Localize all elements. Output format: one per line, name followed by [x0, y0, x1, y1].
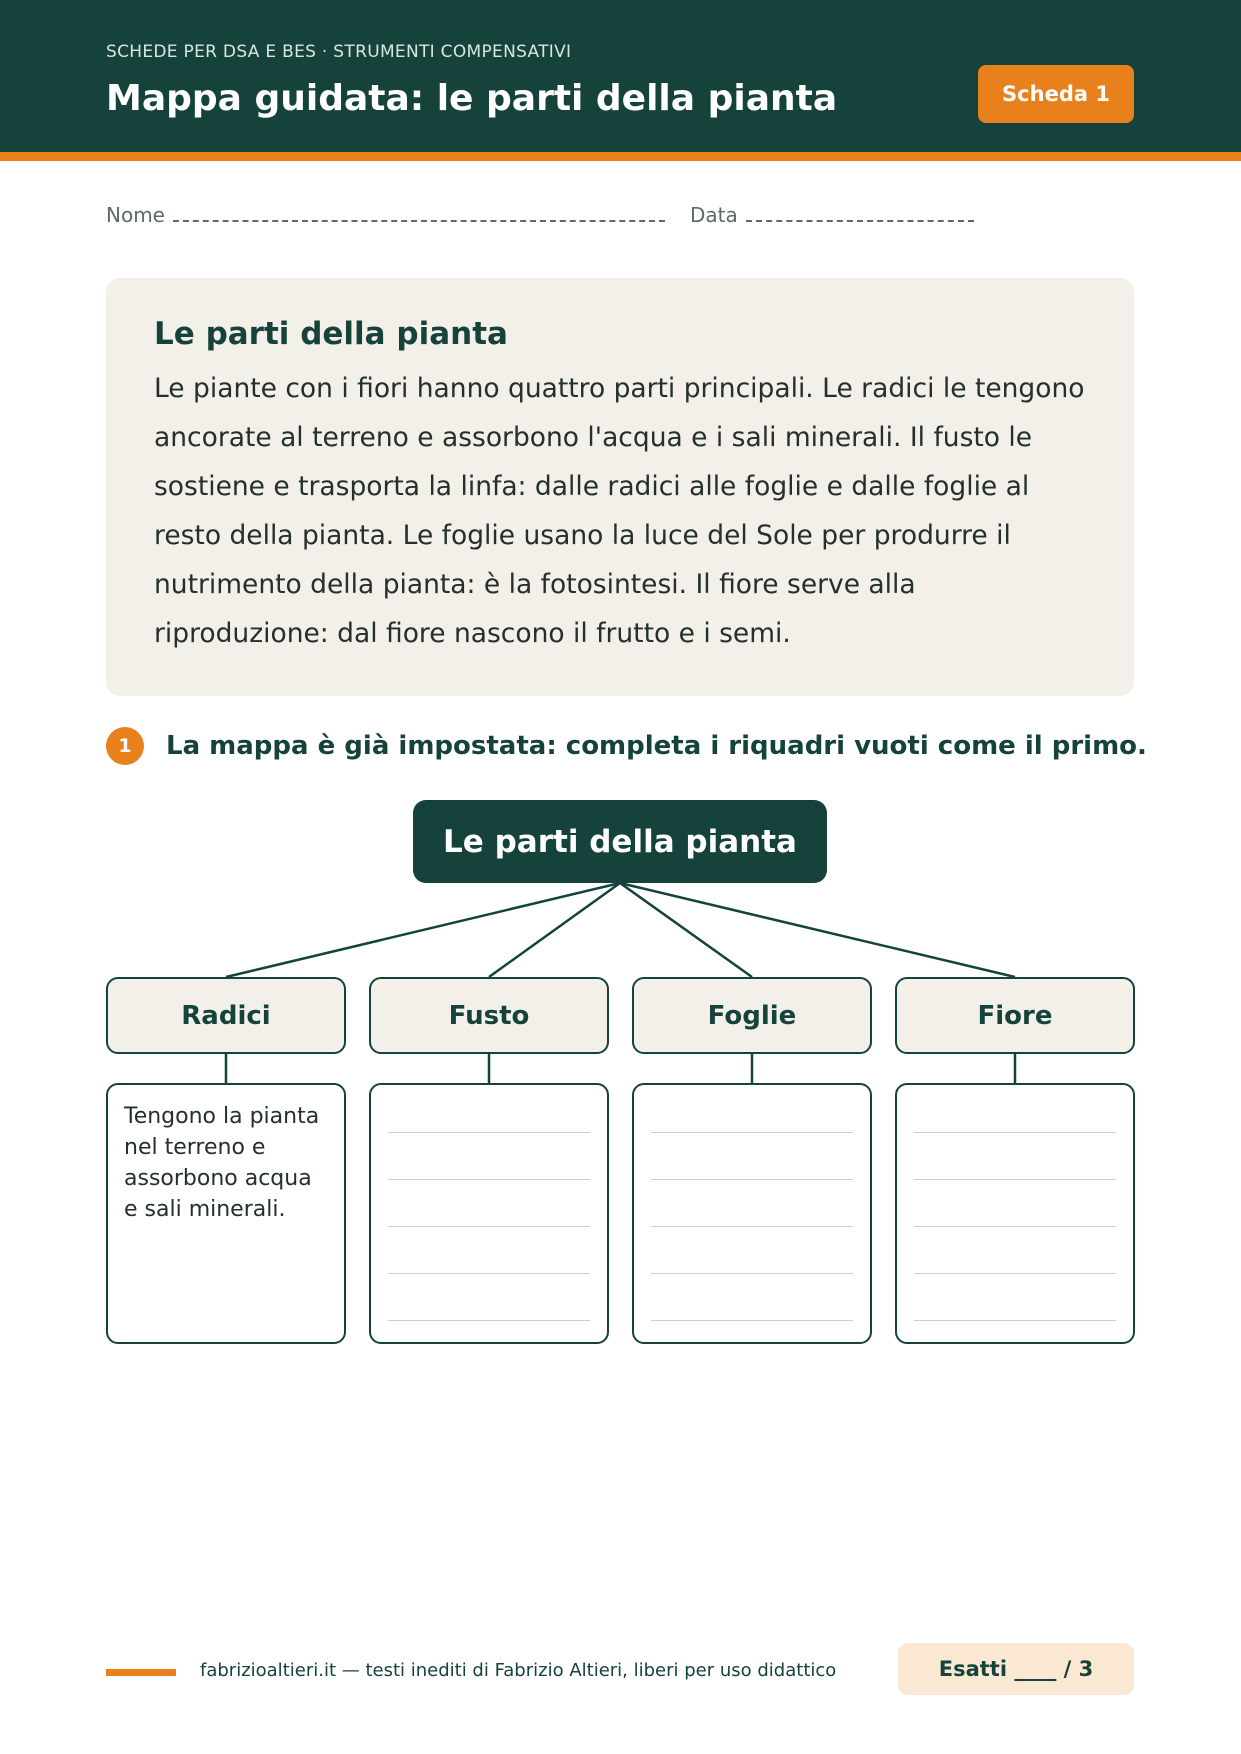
writing-line[interactable] [388, 1320, 590, 1321]
score-label: Esatti [938, 1657, 1008, 1681]
task-number-badge: 1 [106, 727, 144, 765]
answer-box-foglie[interactable] [632, 1083, 872, 1344]
date-blank-line[interactable] [746, 204, 974, 222]
writing-line[interactable] [388, 1273, 590, 1274]
map-node-fusto: Fusto [369, 977, 609, 1054]
writing-lines[interactable] [388, 1085, 590, 1342]
answer-box-fiore[interactable] [895, 1083, 1135, 1344]
writing-lines[interactable] [651, 1085, 853, 1342]
task-instruction [106, 726, 1147, 766]
writing-line[interactable] [651, 1273, 853, 1274]
writing-line[interactable] [651, 1226, 853, 1227]
footer-accent-bar [106, 1669, 176, 1676]
writing-line[interactable] [914, 1179, 1116, 1180]
connector-fusto [489, 883, 620, 977]
answer-text-radici: Tengono la pianta nel terreno e assorbono acqua e sali minerali. [124, 1104, 320, 1222]
reading-panel [106, 278, 1134, 696]
answer-box-radici [106, 1083, 346, 1344]
writing-line[interactable] [388, 1132, 590, 1133]
writing-line[interactable] [651, 1132, 853, 1133]
connector-foglie [620, 883, 752, 977]
score-box[interactable] [898, 1643, 1134, 1695]
name-field[interactable] [106, 203, 665, 227]
score-total: / 3 [1063, 1657, 1094, 1681]
writing-line[interactable] [651, 1320, 853, 1321]
answer-box-fusto[interactable] [369, 1083, 609, 1344]
writing-line[interactable] [914, 1132, 1116, 1133]
footer-credit: fabrizioaltieri.it — testi inediti di Fabrizio Altieri, liberi per uso didattico [200, 1660, 837, 1681]
map-node-fiore: Fiore [895, 977, 1135, 1054]
page-header [0, 0, 1241, 152]
page-title: Mappa guidata: le parti della pianta [106, 78, 838, 119]
map-node-radici: Radici [106, 977, 346, 1054]
worksheet-badge: Scheda 1 [978, 65, 1134, 123]
score-blank[interactable]: ____ [1014, 1657, 1057, 1681]
writing-line[interactable] [914, 1226, 1116, 1227]
name-label: Nome [106, 203, 165, 227]
date-label: Data [690, 203, 738, 227]
task-text: La mappa è già impostata: completa i riquadri vuoti come il primo. [166, 731, 1147, 761]
reading-text: Le piante con i fiori hanno quattro parti principali. Le radici le tengono ancorate al terreno e assorbono l'acqua e i sali minerali. Il fusto le sostiene e trasporta la linfa: dalle radici alle foglie e dalle foglie al resto della pianta. Le foglie usano la luce del Sole per produrre il nutrimento della pianta: è la fotosintesi. Il fiore serve alla riproduzione: dal fiore nascono il frutto e i semi. [154, 373, 1085, 649]
connector-fiore [620, 883, 1015, 977]
writing-line[interactable] [914, 1273, 1116, 1274]
map-root-node: Le parti della pianta [413, 800, 827, 883]
header-kicker: SCHEDE PER DSA E BES · STRUMENTI COMPENSATIVI [106, 42, 572, 62]
writing-line[interactable] [914, 1320, 1116, 1321]
date-field[interactable] [690, 203, 974, 227]
writing-line[interactable] [388, 1226, 590, 1227]
map-node-foglie: Foglie [632, 977, 872, 1054]
writing-line[interactable] [651, 1179, 853, 1180]
reading-title: Le parti della pianta [154, 316, 508, 352]
writing-line[interactable] [388, 1179, 590, 1180]
name-blank-line[interactable] [173, 204, 665, 222]
connector-radici [226, 883, 620, 977]
writing-lines[interactable] [914, 1085, 1116, 1342]
header-accent-stripe [0, 152, 1241, 161]
